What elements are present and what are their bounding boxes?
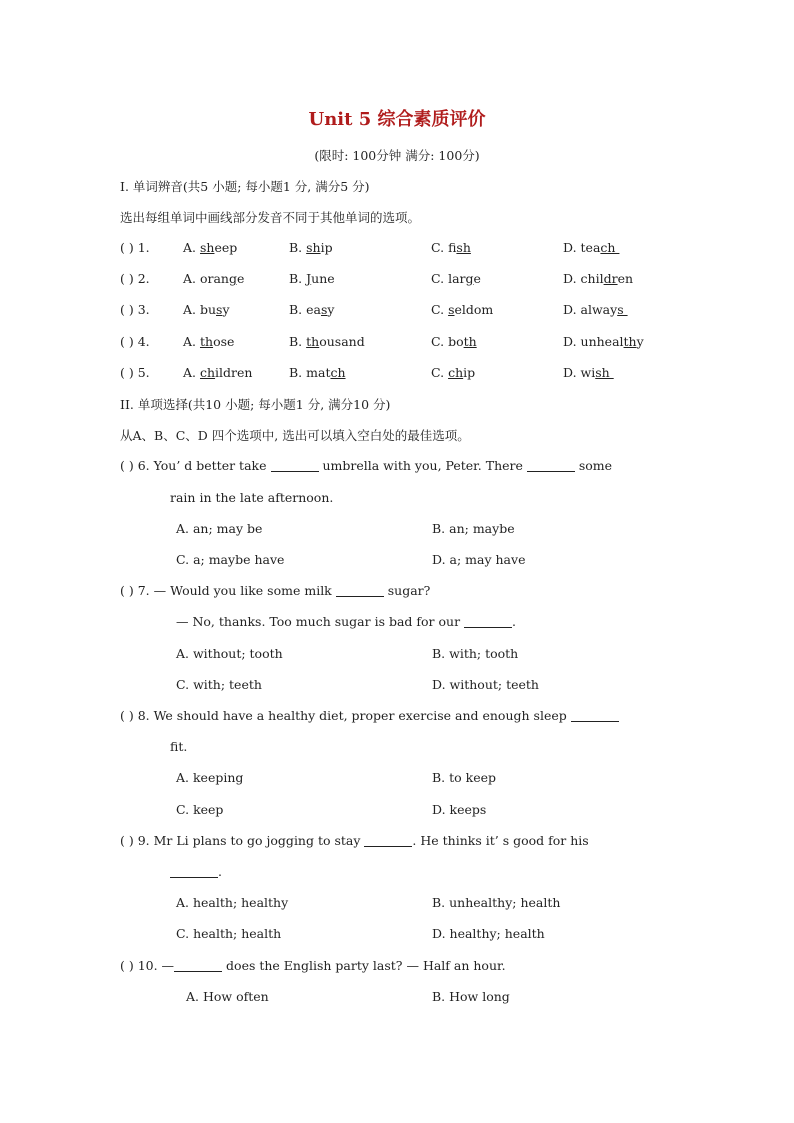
word-part: ousand	[319, 334, 365, 349]
q9-option-c[interactable]: C. health; health	[176, 926, 282, 941]
underlined-sound: dr	[603, 271, 618, 286]
word-part: ildren	[215, 365, 253, 380]
answer-blank[interactable]	[271, 459, 319, 472]
q9-option-d[interactable]: D. healthy; health	[432, 926, 545, 941]
word-part: C. fi	[431, 240, 457, 255]
word-part: y	[327, 302, 335, 317]
q10-text-2: does the English party last? — Half an hour.	[226, 958, 506, 973]
word-part: B.	[289, 240, 307, 255]
q6-option-d[interactable]: D. a; may have	[432, 552, 526, 567]
word-option-a[interactable]	[183, 240, 237, 255]
word-option-c[interactable]	[431, 302, 493, 317]
q9-text-1: ( ) 9. Mr Li plans to go jogging to stay	[120, 833, 361, 848]
word-part: B. mat	[289, 365, 331, 380]
q7-option-d[interactable]: D. without; teeth	[432, 677, 539, 692]
word-option-a[interactable]	[183, 271, 244, 286]
section1-item-number[interactable]: ( ) 4.	[120, 334, 150, 349]
q6-option-b[interactable]: B. an; maybe	[432, 521, 515, 536]
word-part: D. tea	[563, 240, 601, 255]
time-limit-note: (限时: 100分钟 满分: 100分)	[314, 148, 480, 163]
answer-blank[interactable]	[571, 709, 619, 722]
word-part: C. lar	[431, 271, 466, 286]
word-option-a[interactable]	[183, 334, 234, 349]
q7-text-4: .	[512, 614, 517, 629]
section1-item-number[interactable]: ( ) 5.	[120, 365, 150, 380]
section2-instruction: 从A、B、C、D 四个选项中, 选出可以填入空白处的最佳选项。	[120, 428, 470, 443]
q9-option-a[interactable]: A. health; healthy	[176, 895, 289, 910]
underlined-sound: s	[320, 302, 328, 317]
section1-instruction: 选出每组单词中画线部分发音不同于其他单词的选项。	[120, 210, 421, 225]
q8-option-b[interactable]: B. to keep	[432, 770, 497, 785]
q7-option-a[interactable]: A. without; tooth	[176, 646, 283, 661]
word-part: ip	[463, 365, 476, 380]
question-10-stem	[120, 958, 506, 973]
word-part: D. wi	[563, 365, 596, 380]
word-option-a[interactable]	[183, 302, 230, 317]
underlined-sound: s	[617, 302, 628, 317]
word-part: en	[617, 271, 634, 286]
word-part: e	[237, 271, 245, 286]
q7-option-c[interactable]: C. with; teeth	[176, 677, 262, 692]
q9-text-2: . He thinks it’ s good for his	[412, 833, 589, 848]
q8-option-d[interactable]: D. keeps	[432, 802, 487, 817]
underlined-sound: sh	[199, 240, 215, 255]
question-7-stem	[120, 583, 430, 598]
answer-blank[interactable]	[364, 834, 412, 847]
answer-blank[interactable]	[174, 959, 222, 972]
word-part: C.	[431, 302, 449, 317]
word-part: ip	[320, 240, 333, 255]
word-part: ose	[213, 334, 235, 349]
word-option-c[interactable]	[431, 334, 477, 349]
word-option-b[interactable]	[289, 302, 334, 317]
q7-option-b[interactable]: B. with; tooth	[432, 646, 519, 661]
q8-option-a[interactable]: A. keeping	[176, 770, 244, 785]
underlined-sound: th	[306, 334, 320, 349]
word-option-d[interactable]	[563, 302, 628, 317]
q8-text-1: ( ) 8. We should have a healthy diet, proper exercise and enough sleep	[120, 708, 567, 723]
word-option-b[interactable]	[289, 365, 346, 380]
word-part: eldom	[454, 302, 494, 317]
q10-option-b[interactable]: B. How long	[432, 989, 510, 1004]
answer-blank[interactable]	[464, 615, 512, 628]
underlined-sound: th	[199, 334, 214, 349]
q10-option-a[interactable]: A. How often	[186, 989, 269, 1004]
q7-text-2: sugar?	[387, 583, 431, 598]
underlined-sound: s	[216, 302, 223, 317]
q7-text-1: ( ) 7. — Would you like some milk	[120, 583, 332, 598]
q9-option-b[interactable]: B. unhealthy; health	[432, 895, 561, 910]
answer-blank[interactable]	[336, 584, 384, 597]
word-option-b[interactable]	[289, 240, 333, 255]
q8-option-c[interactable]: C. keep	[176, 802, 224, 817]
underlined-sound: g	[465, 271, 474, 286]
word-option-d[interactable]	[563, 271, 633, 286]
section1-item-number[interactable]: ( ) 3.	[120, 302, 150, 317]
question-8-stem	[120, 708, 619, 723]
word-part: B. ea	[289, 302, 321, 317]
word-part: A.	[183, 240, 200, 255]
q9-stem-continued	[170, 864, 222, 879]
underlined-sound: sh	[456, 240, 471, 255]
q6-text-2: umbrella with you, Peter. There	[322, 458, 523, 473]
underlined-sound: ch	[448, 365, 464, 380]
word-option-d[interactable]	[563, 334, 644, 349]
word-part: A. bu	[183, 302, 217, 317]
question-9-stem	[120, 833, 589, 848]
word-part: A.	[183, 334, 200, 349]
word-part: C. bo	[431, 334, 464, 349]
word-part: y	[222, 302, 230, 317]
section1-item-number[interactable]: ( ) 2.	[120, 271, 150, 286]
word-option-b[interactable]	[289, 271, 335, 286]
section1-item-number[interactable]: ( ) 1.	[120, 240, 150, 255]
underlined-sound: sh	[306, 240, 321, 255]
word-option-c[interactable]	[431, 271, 481, 286]
word-part: D. unheal	[563, 334, 624, 349]
word-part: y	[636, 334, 644, 349]
q9-text-3: .	[218, 864, 222, 879]
word-part: B.	[289, 271, 307, 286]
underlined-sound: th	[623, 334, 637, 349]
word-option-b[interactable]	[289, 334, 365, 349]
underlined-sound: th	[463, 334, 477, 349]
section2-heading: II. 单项选择(共10 小题; 每小题1 分, 满分10 分)	[120, 397, 391, 412]
word-part: D. alway	[563, 302, 618, 317]
underlined-sound: g	[228, 271, 237, 286]
q6-text-3: some	[578, 458, 613, 473]
q6-option-c[interactable]: C. a; maybe have	[176, 552, 285, 567]
q6-text-1: ( ) 6. You’ d better take	[120, 458, 267, 473]
word-part: D. chil	[563, 271, 604, 286]
q10-text-1: ( ) 10. —	[120, 958, 175, 973]
word-part: C.	[431, 365, 449, 380]
underlined-sound: ch	[330, 365, 346, 380]
question-6-stem	[120, 458, 612, 473]
word-part: B.	[289, 334, 307, 349]
word-part: une	[311, 271, 335, 286]
word-part: eep	[214, 240, 238, 255]
q6-option-a[interactable]: A. an; may be	[176, 521, 263, 536]
answer-blank[interactable]	[527, 459, 575, 472]
q8-stem-continued: fit.	[170, 739, 188, 754]
q7-reply	[176, 614, 516, 629]
word-option-a[interactable]	[183, 365, 252, 380]
underlined-sound: s	[448, 302, 455, 317]
section1-heading: I. 单词辨音(共5 小题; 每小题1 分, 满分5 分)	[120, 179, 370, 194]
word-part: A.	[183, 365, 200, 380]
underlined-sound: ch	[199, 365, 216, 380]
answer-blank[interactable]	[170, 865, 218, 878]
page-title: Unit 5 综合素质评价	[308, 109, 486, 130]
word-option-c[interactable]	[431, 240, 471, 255]
word-option-d[interactable]	[563, 240, 619, 255]
word-part: e	[473, 271, 481, 286]
q7-text-3: — No, thanks. Too much sugar is bad for our	[176, 614, 461, 629]
underlined-sound: J	[306, 271, 312, 286]
q6-stem-continued: rain in the late afternoon.	[170, 490, 334, 505]
word-option-c[interactable]	[431, 365, 475, 380]
word-option-d[interactable]	[563, 365, 614, 380]
underlined-sound: sh	[595, 365, 614, 380]
word-part: A. oran	[183, 271, 229, 286]
underlined-sound: ch	[600, 240, 620, 255]
